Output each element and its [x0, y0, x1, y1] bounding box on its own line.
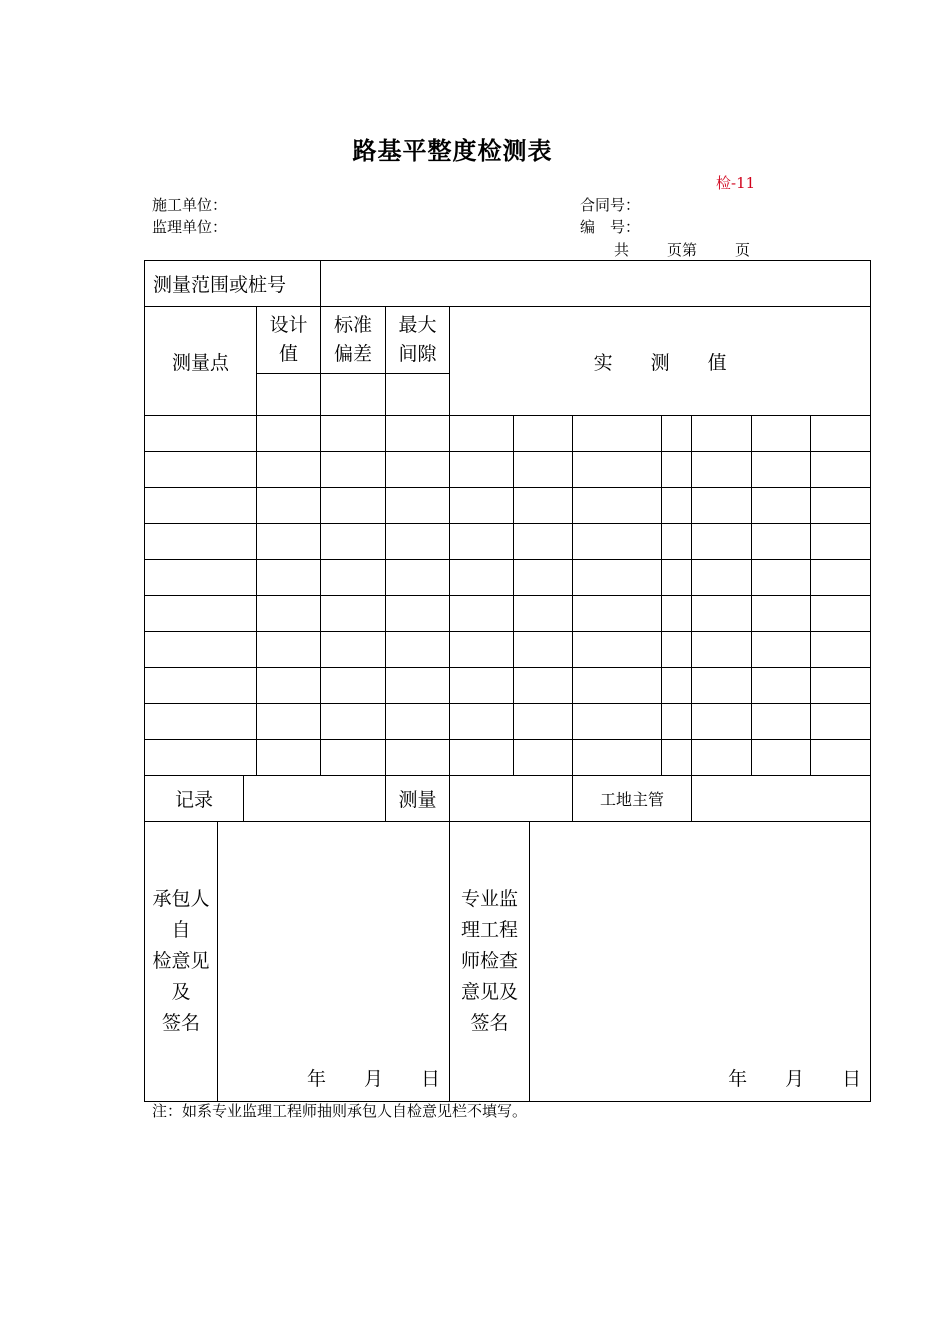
data-rows	[145, 416, 871, 776]
value-cell[interactable]	[752, 632, 811, 668]
point-cell[interactable]	[145, 452, 257, 488]
range-label: 测量范围或桩号	[145, 261, 321, 307]
value-cell[interactable]	[573, 560, 662, 596]
value-cell[interactable]	[752, 416, 811, 452]
data-row	[145, 704, 871, 740]
serial-no-label: 编 号：	[580, 218, 641, 236]
value-cell[interactable]	[692, 416, 752, 452]
value-cell[interactable]	[692, 596, 752, 632]
value-cell[interactable]	[692, 452, 752, 488]
value-cell[interactable]	[321, 668, 386, 704]
value-cell[interactable]	[386, 596, 450, 632]
value-cell[interactable]	[514, 452, 573, 488]
value-cell[interactable]	[573, 416, 662, 452]
value-cell[interactable]	[257, 560, 321, 596]
value-cell[interactable]	[811, 524, 871, 560]
value-cell[interactable]	[450, 704, 514, 740]
max-gap-cell[interactable]	[386, 374, 450, 416]
value-cell[interactable]	[386, 416, 450, 452]
contractor-year: 年	[306, 1068, 326, 1090]
data-row	[145, 596, 871, 632]
value-cell[interactable]	[257, 524, 321, 560]
supervision-unit-label: 监理单位：	[152, 218, 228, 236]
value-cell[interactable]	[386, 740, 450, 776]
point-cell[interactable]	[145, 596, 257, 632]
std-dev-cell[interactable]	[321, 374, 386, 416]
value-cell[interactable]	[811, 488, 871, 524]
value-cell[interactable]	[321, 596, 386, 632]
point-cell[interactable]	[145, 560, 257, 596]
value-cell[interactable]	[752, 740, 811, 776]
value-cell[interactable]	[450, 416, 514, 452]
value-cell[interactable]	[321, 452, 386, 488]
value-cell[interactable]	[450, 668, 514, 704]
form-code: 检-11	[716, 174, 756, 192]
value-cell[interactable]	[662, 416, 692, 452]
measure-point-label: 测量点	[145, 307, 257, 416]
value-cell[interactable]	[514, 668, 573, 704]
value-cell[interactable]	[321, 704, 386, 740]
contractor-day: 日	[421, 1068, 441, 1090]
data-row	[145, 560, 871, 596]
data-row	[145, 668, 871, 704]
point-cell[interactable]	[145, 668, 257, 704]
value-cell[interactable]	[692, 488, 752, 524]
value-cell[interactable]	[573, 704, 662, 740]
point-cell[interactable]	[145, 632, 257, 668]
value-cell[interactable]	[662, 560, 692, 596]
form-title: 路基平整度检测表	[352, 136, 553, 165]
value-cell[interactable]	[811, 632, 871, 668]
value-cell[interactable]	[321, 524, 386, 560]
measurer-cell[interactable]	[450, 776, 573, 822]
value-cell[interactable]	[321, 560, 386, 596]
value-cell[interactable]	[573, 524, 662, 560]
point-cell[interactable]	[145, 740, 257, 776]
value-cell[interactable]	[386, 452, 450, 488]
value-cell[interactable]	[752, 560, 811, 596]
value-cell[interactable]	[257, 668, 321, 704]
std-dev-label	[321, 307, 386, 374]
inspection-table	[144, 260, 871, 1102]
measured-values-label: 实 测 值	[450, 307, 871, 416]
page-mid-label: 页第	[667, 241, 698, 259]
point-cell[interactable]	[145, 524, 257, 560]
value-cell[interactable]	[514, 416, 573, 452]
value-cell[interactable]	[386, 632, 450, 668]
value-cell[interactable]	[514, 560, 573, 596]
point-cell[interactable]	[145, 704, 257, 740]
contractor-opinion-cell[interactable]	[218, 822, 450, 1102]
data-row	[145, 524, 871, 560]
design-value-label	[257, 307, 321, 374]
value-cell[interactable]	[752, 452, 811, 488]
value-cell[interactable]	[692, 668, 752, 704]
page-total-label: 共	[614, 241, 630, 259]
construction-unit-label: 施工单位：	[152, 196, 228, 214]
value-cell[interactable]	[662, 452, 692, 488]
value-cell[interactable]	[450, 740, 514, 776]
value-cell[interactable]	[573, 632, 662, 668]
page-count	[614, 239, 750, 260]
value-cell[interactable]	[450, 488, 514, 524]
value-cell[interactable]	[662, 596, 692, 632]
value-cell[interactable]	[257, 452, 321, 488]
value-cell[interactable]	[692, 524, 752, 560]
value-cell[interactable]	[257, 488, 321, 524]
data-row	[145, 488, 871, 524]
max-gap-label	[386, 307, 450, 374]
value-cell[interactable]	[450, 452, 514, 488]
value-cell[interactable]	[692, 740, 752, 776]
point-cell[interactable]	[145, 416, 257, 452]
contract-no-label: 合同号：	[580, 196, 641, 214]
value-cell[interactable]	[573, 452, 662, 488]
value-cell[interactable]	[811, 560, 871, 596]
engineer-year: 年	[728, 1068, 748, 1090]
recorder-cell[interactable]	[244, 776, 386, 822]
value-cell[interactable]	[662, 524, 692, 560]
max-gap-text: 最大 间隙	[398, 314, 437, 365]
value-cell[interactable]	[752, 524, 811, 560]
value-cell[interactable]	[257, 416, 321, 452]
value-cell[interactable]	[450, 596, 514, 632]
value-cell[interactable]	[811, 452, 871, 488]
value-cell[interactable]	[692, 704, 752, 740]
value-cell[interactable]	[257, 632, 321, 668]
value-cell[interactable]	[321, 740, 386, 776]
value-cell[interactable]	[692, 632, 752, 668]
value-cell[interactable]	[386, 524, 450, 560]
value-cell[interactable]	[321, 632, 386, 668]
value-cell[interactable]	[450, 524, 514, 560]
range-value-cell[interactable]	[321, 261, 871, 307]
data-row	[145, 416, 871, 452]
design-value-text: 设计 值	[269, 314, 308, 365]
engineer-opinion-cell[interactable]	[530, 822, 871, 1102]
value-cell[interactable]	[514, 632, 573, 668]
site-supervisor-label: 工地主管	[573, 776, 692, 822]
data-row	[145, 632, 871, 668]
value-cell[interactable]	[321, 488, 386, 524]
value-cell[interactable]	[811, 596, 871, 632]
value-cell[interactable]	[514, 596, 573, 632]
value-cell[interactable]	[811, 704, 871, 740]
value-cell[interactable]	[321, 416, 386, 452]
value-cell[interactable]	[386, 704, 450, 740]
data-row	[145, 452, 871, 488]
value-cell[interactable]	[662, 488, 692, 524]
value-cell[interactable]	[811, 416, 871, 452]
value-cell[interactable]	[514, 488, 573, 524]
engineer-month: 月	[785, 1068, 805, 1090]
engineer-day: 日	[842, 1068, 862, 1090]
engineer-opinion-text: 专业监 理工程 师检查 意见及 签名	[461, 888, 519, 1034]
value-cell[interactable]	[450, 632, 514, 668]
recorder-label: 记录	[145, 776, 244, 822]
value-cell[interactable]	[752, 668, 811, 704]
value-cell[interactable]	[811, 740, 871, 776]
site-supervisor-cell[interactable]	[692, 776, 871, 822]
contractor-opinion-label	[145, 822, 218, 1102]
value-cell[interactable]	[257, 596, 321, 632]
value-cell[interactable]	[573, 740, 662, 776]
design-value-cell[interactable]	[257, 374, 321, 416]
point-cell[interactable]	[145, 488, 257, 524]
footnote: 注：如系专业监理工程师抽则承包人自检意见栏不填写。	[152, 1102, 528, 1120]
contractor-month: 月	[363, 1068, 383, 1090]
value-cell[interactable]	[514, 524, 573, 560]
value-cell[interactable]	[692, 560, 752, 596]
value-cell[interactable]	[662, 632, 692, 668]
value-cell[interactable]	[752, 704, 811, 740]
page-end-label: 页	[735, 241, 751, 259]
value-cell[interactable]	[752, 488, 811, 524]
value-cell[interactable]	[386, 668, 450, 704]
value-cell[interactable]	[662, 704, 692, 740]
value-cell[interactable]	[257, 740, 321, 776]
data-row	[145, 740, 871, 776]
std-dev-text: 标准 偏差	[334, 314, 373, 365]
value-cell[interactable]	[573, 596, 662, 632]
value-cell[interactable]	[662, 668, 692, 704]
value-cell[interactable]	[573, 488, 662, 524]
measurer-label: 测量	[386, 776, 450, 822]
engineer-opinion-label	[450, 822, 530, 1102]
value-cell[interactable]	[662, 740, 692, 776]
contractor-opinion-text: 承包人自 检意见及 签名	[152, 888, 210, 1034]
value-cell[interactable]	[514, 740, 573, 776]
value-cell[interactable]	[752, 596, 811, 632]
value-cell[interactable]	[257, 704, 321, 740]
value-cell[interactable]	[514, 704, 573, 740]
value-cell[interactable]	[386, 560, 450, 596]
value-cell[interactable]	[573, 668, 662, 704]
value-cell[interactable]	[386, 488, 450, 524]
value-cell[interactable]	[450, 560, 514, 596]
value-cell[interactable]	[811, 668, 871, 704]
